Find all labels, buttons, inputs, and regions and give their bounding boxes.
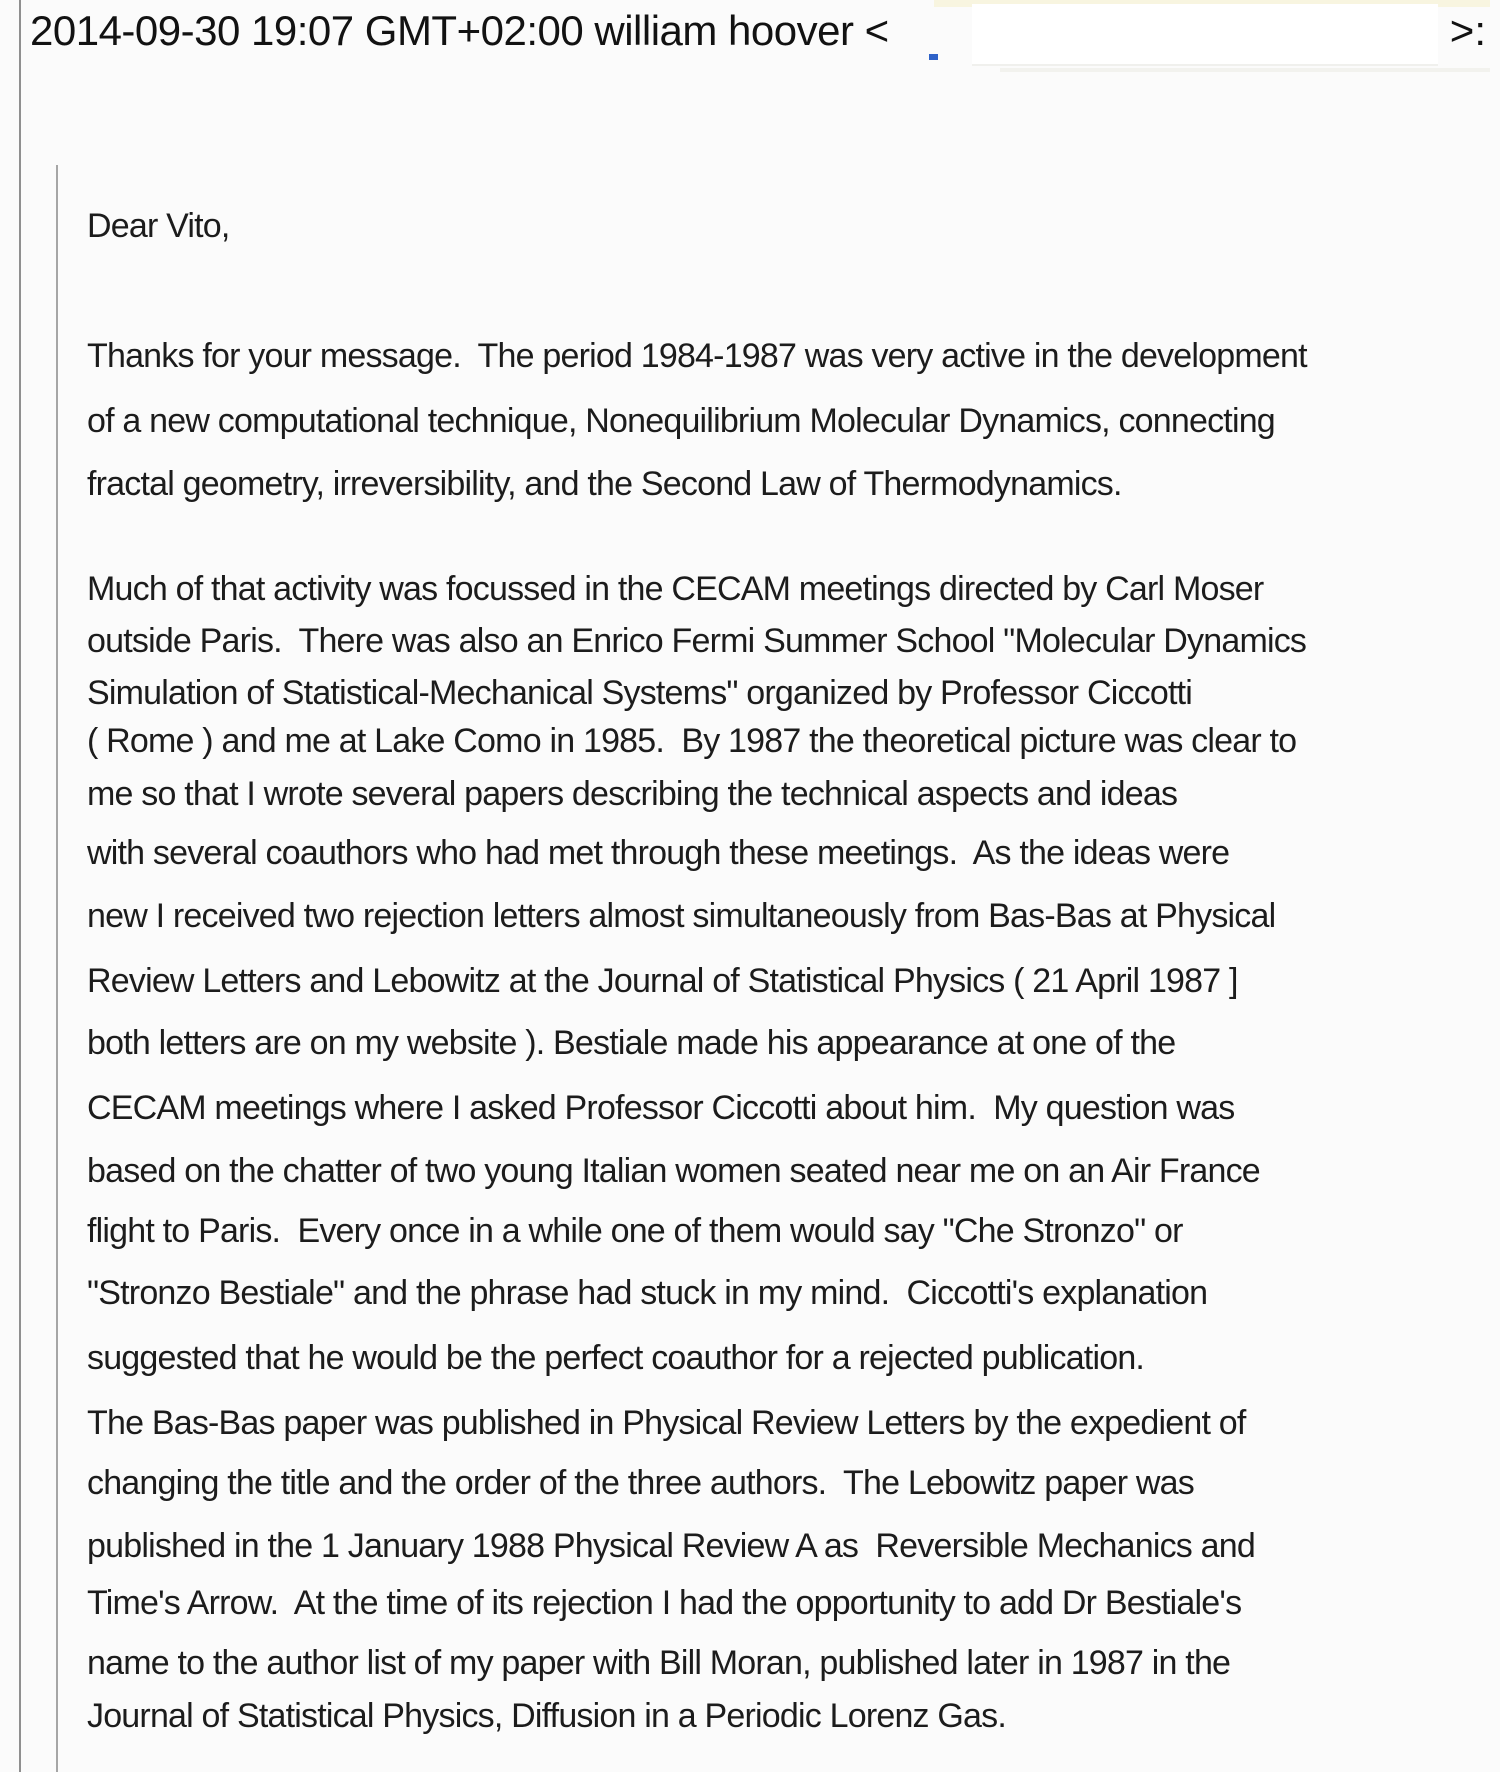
quote-line: fractal geometry, irreversibility, and the Second Law of Thermodynamics. <box>87 465 1122 503</box>
quote-line: both letters are on my website ). Bestiale made his appearance at one of the <box>87 1024 1176 1062</box>
quote-line: of a new computational technique, Nonequilibrium Molecular Dynamics, connecting <box>87 402 1275 440</box>
thread-quote-bar <box>19 0 21 1772</box>
quote-line: Review Letters and Lebowitz at the Journal of Statistical Physics ( 21 April 1987 ] <box>87 962 1238 1000</box>
message-header-suffix: >: <box>1449 7 1486 54</box>
redaction-edge-artifact <box>1000 68 1490 72</box>
quote-line: Much of that activity was focussed in the CECAM meetings directed by Carl Moser <box>87 570 1264 608</box>
quote-line: changing the title and the order of the three authors. The Lebowitz paper was <box>87 1464 1194 1502</box>
quote-line: CECAM meetings where I asked Professor Ciccotti about him. My question was <box>87 1089 1235 1127</box>
quote-line: me so that I wrote several papers describing the technical aspects and ideas <box>87 775 1178 813</box>
quote-line: with several coauthors who had met through these meetings. As the ideas were <box>87 834 1230 872</box>
quote-line: outside Paris. There was also an Enrico Fermi Summer School "Molecular Dynamics <box>87 622 1307 660</box>
quote-line: Time's Arrow. At the time of its rejection I had the opportunity to add Dr Bestiale's <box>87 1584 1242 1622</box>
quote-line: Simulation of Statistical-Mechanical Systems" organized by Professor Ciccotti <box>87 674 1193 712</box>
quote-line: new I received two rejection letters almost simultaneously from Bas-Bas at Physical <box>87 897 1276 935</box>
quote-line: Dear Vito, <box>87 207 230 245</box>
text-caret <box>929 54 938 60</box>
redacted-email-area <box>972 4 1438 66</box>
quote-line: "Stronzo Bestiale" and the phrase had stuck in my mind. Ciccotti's explanation <box>87 1274 1208 1312</box>
quote-line: published in the 1 January 1988 Physical Review A as Reversible Mechanics and <box>87 1527 1255 1565</box>
quote-line: The Bas-Bas paper was published in Physical Review Letters by the expedient of <box>87 1404 1246 1442</box>
quote-line: Journal of Statistical Physics, Diffusion in a Periodic Lorenz Gas. <box>87 1697 1007 1735</box>
quote-line: flight to Paris. Every once in a while one of them would say "Che Stronzo" or <box>87 1212 1183 1250</box>
quote-line: based on the chatter of two young Italian women seated near me on an Air France <box>87 1152 1260 1190</box>
message-header-text: 2014-09-30 19:07 GMT+02:00 william hoover < <box>30 7 889 54</box>
quote-line: name to the author list of my paper with Bill Moran, published later in 1987 in the <box>87 1644 1231 1682</box>
quote-line: ( Rome ) and me at Lake Como in 1985. By 1987 the theoretical picture was clear to <box>87 722 1297 760</box>
quote-bar <box>56 165 58 1772</box>
quote-line: Thanks for your message. The period 1984-1987 was very active in the development <box>87 337 1307 375</box>
quote-line: suggested that he would be the perfect coauthor for a rejected publication. <box>87 1339 1145 1377</box>
